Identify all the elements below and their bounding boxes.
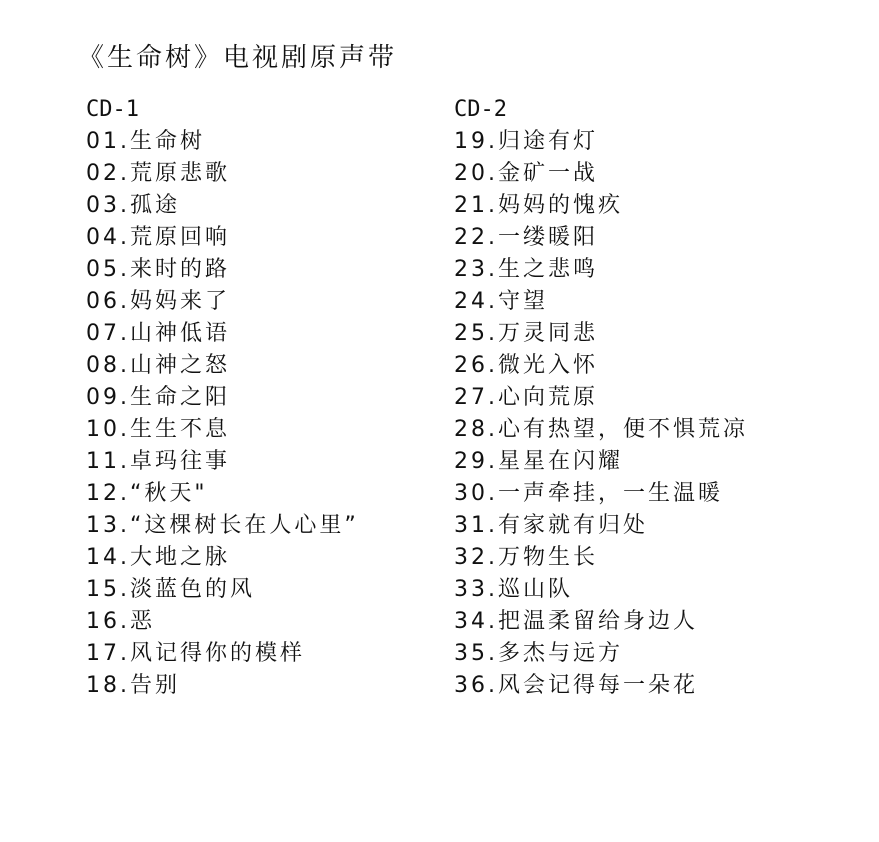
track-12: 12.“秋天" [86, 481, 208, 506]
page-title: 《生命树》电视剧原声带 [78, 43, 398, 73]
track-33: 33.巡山队 [454, 577, 573, 602]
track-24: 24.守望 [454, 289, 548, 314]
track-10: 10.生生不息 [86, 417, 230, 442]
disc-2-tracklist [454, 94, 854, 702]
track-23: 23.生之悲鸣 [454, 257, 598, 282]
track-16: 16.恶 [86, 609, 155, 634]
track-36: 36.风会记得每一朵花 [454, 673, 698, 698]
track-06: 06.妈妈来了 [86, 289, 230, 314]
track-07: 07.山神低语 [86, 321, 230, 346]
track-14: 14.大地之脉 [86, 545, 230, 570]
track-21: 21.妈妈的愧疚 [454, 193, 623, 218]
disc-2-label: CD-2 [454, 97, 507, 122]
track-09: 09.生命之阳 [86, 385, 230, 410]
track-30: 30.一声牵挂，一生温暖 [454, 481, 723, 506]
track-34: 34.把温柔留给身边人 [454, 609, 698, 634]
track-08: 08.山神之怒 [86, 353, 230, 378]
track-35: 35.多杰与远方 [454, 641, 623, 666]
track-03: 03.孤途 [86, 193, 180, 218]
track-27: 27.心向荒原 [454, 385, 598, 410]
track-04: 04.荒原回响 [86, 225, 230, 250]
track-20: 20.金矿一战 [454, 161, 598, 186]
track-29: 29.星星在闪耀 [454, 449, 623, 474]
track-22: 22.一缕暖阳 [454, 225, 598, 250]
track-25: 25.万灵同悲 [454, 321, 598, 346]
track-31: 31.有家就有归处 [454, 513, 648, 538]
track-19: 19.归途有灯 [454, 129, 598, 154]
disc-1-label: CD-1 [86, 97, 139, 122]
track-01: 01.生命树 [86, 129, 205, 154]
track-13: 13.“这棵树长在人心里” [86, 513, 359, 538]
track-32: 32.万物生长 [454, 545, 598, 570]
track-02: 02.荒原悲歌 [86, 161, 230, 186]
track-26: 26.微光入怀 [454, 353, 598, 378]
track-05: 05.来时的路 [86, 257, 230, 282]
track-15: 15.淡蓝色的风 [86, 577, 255, 602]
disc-1-tracklist [86, 94, 486, 702]
track-11: 11.卓玛往事 [86, 449, 230, 474]
track-18: 18.告别 [86, 673, 180, 698]
track-17: 17.风记得你的模样 [86, 641, 305, 666]
track-28: 28.心有热望，便不惧荒凉 [454, 417, 748, 442]
